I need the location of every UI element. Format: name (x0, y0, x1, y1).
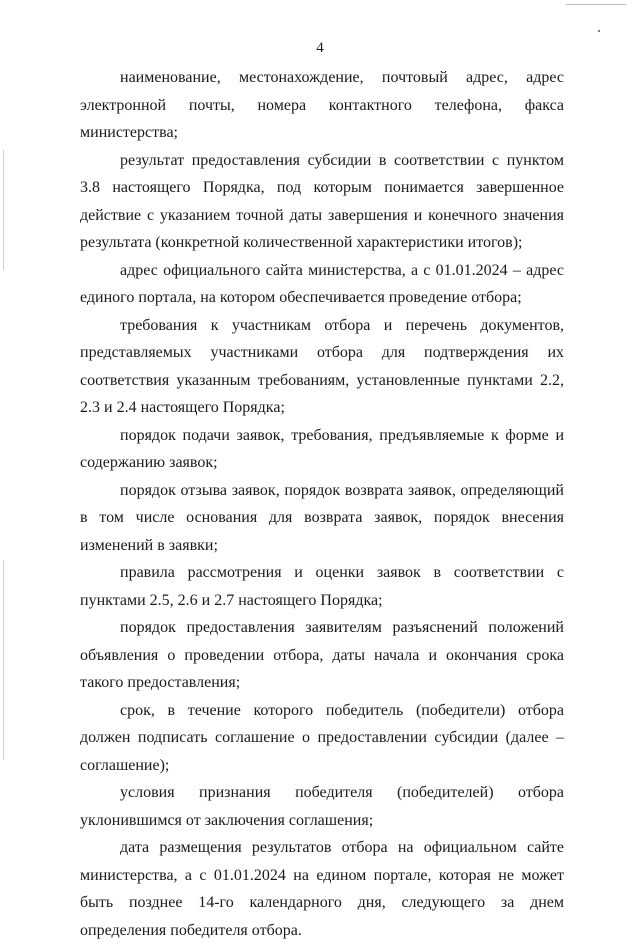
paragraph: порядок подачи заявок, требования, предъявляемые к форме и содержанию заявок; (80, 426, 564, 471)
scan-artifact-dot (598, 30, 600, 32)
scan-artifact-left-edge (3, 150, 4, 270)
paragraph: порядок предоставления заявителям разъяснений положений объявления о проведении отбора, даты начала и окончания срока такого предоставления; (80, 619, 564, 691)
paragraph: правила рассмотрения и оценки заявок в соответствии с пунктами 2.5, 2.6 и 2.7 настоящего Порядка; (80, 564, 564, 609)
scan-artifact-top-line (566, 4, 626, 5)
page-number: 4 (316, 40, 324, 56)
paragraph: дата размещения результатов отбора на официальном сайте министерства, а с 01.01.2024 на едином портале, которая не может быть позднее 14-го календарного дня, следующего за днем определения победителя отбора. (80, 839, 564, 939)
paragraph: срок, в течение которого победитель (победители) отбора должен подписать соглашение о предоставлении субсидии (далее – соглашение); (80, 701, 564, 774)
paragraph: требования к участникам отбора и перечень документов, представляемых участниками отбора для подтверждения их соответствия указанным требованиям, установленные пунктами 2.2, 2.3 и 2.4 настоящего Порядка; (80, 316, 564, 416)
paragraph: порядок отзыва заявок, порядок возврата заявок, определяющий в том числе основания для возврата заявок, порядок внесения изменений в заявки; (80, 481, 564, 554)
document-body (80, 64, 564, 944)
paragraph: наименование, местонахождение, почтовый адрес, адрес электронной почты, номера контактного телефона, факса министерства; (80, 69, 564, 141)
scan-artifact-left-edge (3, 560, 4, 760)
paragraph: результат предоставления субсидии в соответствии с пунктом 3.8 настоящего Порядка, под которым понимается завершенное действие с указанием точной даты завершения и конечного значения результата (конкретной количественной характеристики итогов); (80, 151, 564, 251)
paragraph: адрес официального сайта министерства, а с 01.01.2024 – адрес единого портала, на котором обеспечивается проведение отбора; (80, 261, 564, 306)
paragraph: условия признания победителя (победителей) отбора уклонившимся от заключения соглашения; (80, 784, 564, 829)
